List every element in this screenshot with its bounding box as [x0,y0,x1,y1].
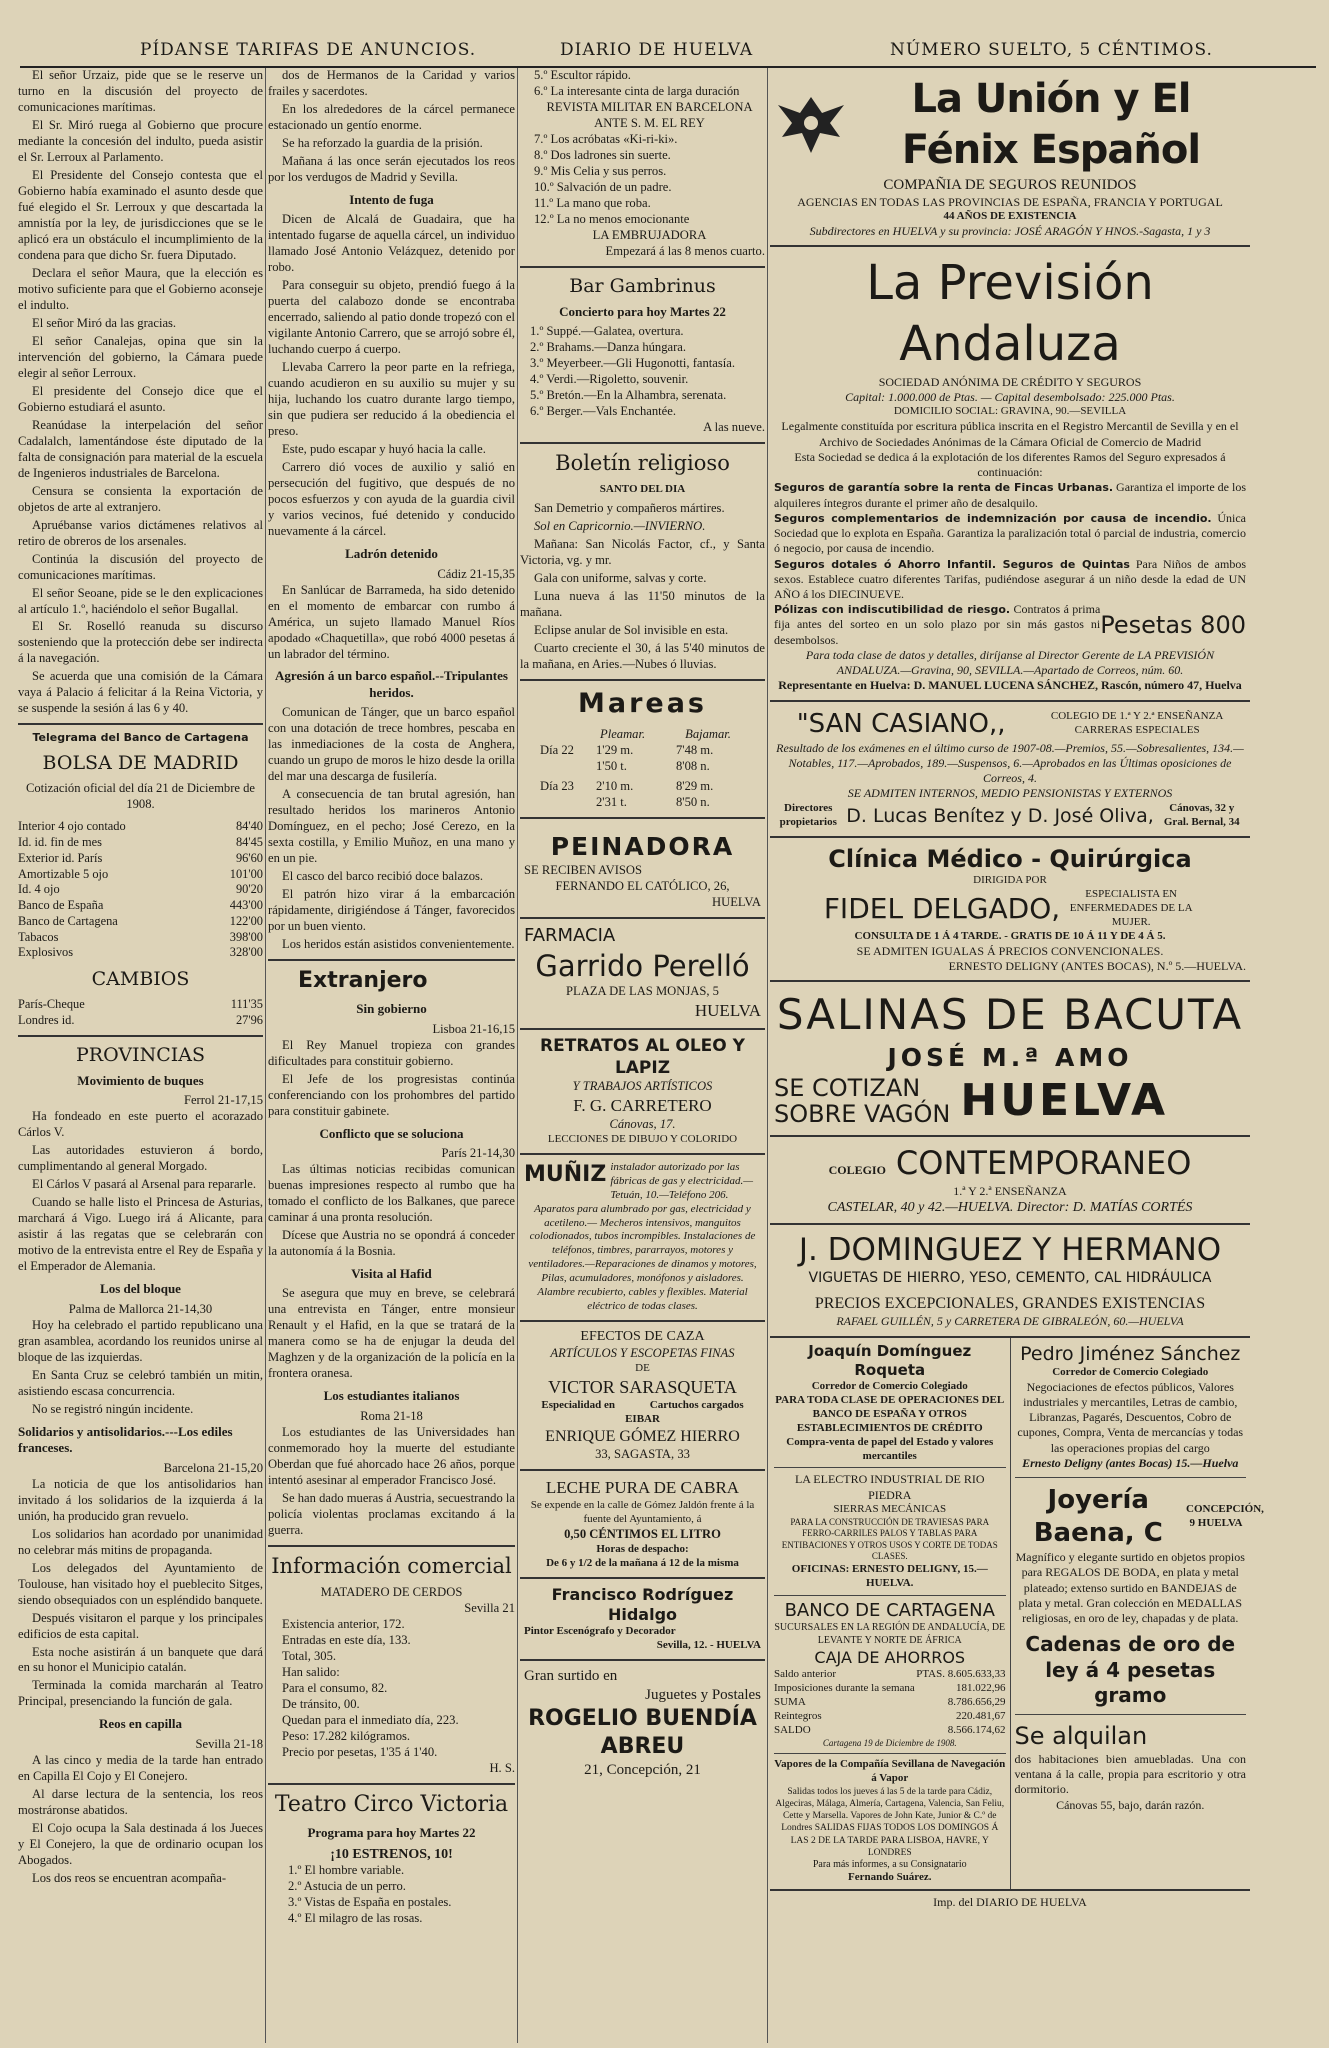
list-item: Existencia anterior, 172. [282,1617,405,1632]
paragraph: El Cárlos V pasará al Arsenal para repararle. [32,1177,257,1192]
divider [18,723,263,725]
paragraph: El señor Miró da las gracias. [32,315,177,330]
list-item: Precio por pesetas, 1'35 á 1'40. [282,1745,438,1760]
paragraph: El señor Seoane, pide se le den explicaciones al artículo 1.º, haciéndolo el señor Bugallal. [18,585,263,616]
seguro-item: Seguros de garantía sobre la renta de Fincas Urbanas. Garantiza el importe de los alquileres íntegros durante el primer año de desalquilo. [774,480,1246,510]
section-title: Agresión á un barco español.--Tripulantes heridos. [275,668,508,700]
dateline: Palma de Mallorca 21-14,30 [68,1301,213,1316]
caja-table [774,1668,1006,1738]
column-rule [767,68,768,2043]
seguro-item: Seguros dotales ó Ahorro Infantil. Seguros de Quintas Para Niños de ambos sexos. Establece cuatro diferentes Tarifas, pudiéndose asegurar á un niño desde la edad de UN AÑO á los DIECINUEVE. [774,556,1246,601]
paragraph: Mañana á las once serán ejecutados los reos por los verdugos de Madrid y Sevilla. [268,153,515,184]
list-item: 10.º Salvación de un padre. [534,179,672,194]
tide-table [520,743,765,811]
paragraph: Ha fondeado en este puerto el acorazado Cárlos V. [18,1109,263,1140]
paragraph: Esta noche asistirán á un banquete que dará en su honor el Municipio catalán. [18,1644,263,1675]
seguro-item: Seguros complementarios de indemnización por causa de incendio. Única Sociedad que lo explota en España. Garantiza la paralización total ó parcial de industria, comercio ó negocio, por causa de incendio. [774,510,1246,556]
paragraph: Reanúdase la interpelación del señor Cadalalch, lamentándose éste diputado de la falta de consignación para material de la escuela de Ingenieros industriales de Barcelona. [18,417,263,480]
bolsa-heading: BOLSA DE MADRID [42,752,239,775]
prevision-title: La Previsión Andaluza [866,255,1154,373]
paragraph: Los estudiantes de las Universidades han conmemorado hoy la muerte del estudiante Oberdan que fué ahorcado hace 26 años, porque intentó asesinar al emperador Francisco José. [268,1424,515,1487]
paragraph: En Santa Cruz se celebró también un mitin, asistiendo escasa concurrencia. [18,1367,263,1398]
tide-low: 8'29 m. 8'50 n. [676,779,714,810]
santo-heading: SANTO DEL DIA [599,482,686,495]
list-item: 4.º Verdi.—Rigoletto, souvenir. [530,372,689,387]
dateline: Lisboa 21-16,15 [432,1021,515,1036]
list-item: 6.º Berger.—Vals Enchantée. [530,404,677,419]
ad-prevision: La Previsión Andaluza SOCIEDAD ANÓNIMA DE CRÉDITO Y SEGUROS Capital: 1.000.000 de Ptas. — Capital desembolsado: 225.000 Ptas. DOMICILIO SOCIAL: GRAVINA, 90.—SEVILLA Legalmente constituída por escritura pública inscrita en el Registro Mercantil de Sevilla y en el Archivo de Sociedades Anónimas de la Cámara Oficial de Comercio de Madrid Esta Sociedad se dedica á la explotación de los diferentes Ramos del Seguro expresados á continuación: Seguros de garantía sobre la renta de Fincas Urbanas. Garantiza el importe de los alquileres íntegros durante el primer año de desalquilo. Seguros complementarios de indemnización por causa de incendio. Única Sociedad que lo explota en España. Garantiza la paralización total ó parcial de industria, comercio ó negocio, por causa de incendio. Seguros dotales ó Ahorro Infantil. Seguros de Quintas Para Niños de ambos sexos. Establece cuatro diferentes Tarifas, pudiéndose asegurar á un niño desde la edad de UN AÑO á los DIECINUEVE. Pólizas con indiscutibilidad de riesgo. Contratos á prima fija antes del sorteo en un solo plazo por sin más gastos ni desembolsos. Pesetas 800 Para toda clase de datos y detalles, diríjanse al Director Gerente de LA PREVISIÓN ANDALUZA.—Gravina, 90, SEVILLA.—Apartado de Correos, núm. 60. Representante en Huelva: D. MANUEL LUCENA SÁNCHEZ, Rascón, número 47, Huelva [770,247,1250,702]
mareas-heading: Mareas [577,687,707,719]
dateline: París 21-14,30 [441,1146,515,1161]
list-item: 8.º Dos ladrones sin suerte. [534,147,671,162]
boletin-heading: Boletín religioso [555,451,730,476]
start-time: Empezará á las 8 menos cuarto. [605,243,765,258]
list-item: 6.º La interesante cinta de larga duración [534,83,740,98]
list-item: Entradas en este día, 133. [282,1633,411,1648]
list-item: 1.º Suppé.—Galatea, overtura. [530,324,684,339]
list-item: 5.º Bretón.—En la Alhambra, serenata. [530,388,727,403]
ad-farmacia: FARMACIA Garrido Perelló PLAZA DE LAS MONJAS, 5 HUELVA [520,919,765,1030]
info-comercial-heading: Información comercial [271,1553,512,1578]
estrenos-label: ¡10 ESTRENOS, 10! [330,1846,453,1862]
stock-row: Id. 4 ojo 90'20 [18,882,263,897]
ad-san-casiano: "SAN CASIANO,, COLEGIO DE 1.ª Y 2.ª ENSEÑANZA CARRERAS ESPECIALES Resultado de los exámenes en el último curso de 1907-08.—Premios, 55.—Sobresalientes, 134.—Notables, 117.—Aprobados, 189.—Suspensos, 6.—Aprobados en las Últimas oposiciones de Correos, 4. SE ADMITEN INTERNOS, MEDIO PENSIONISTAS Y EXTERNOS Directores propietarios D. Lucas Benítez y D. José Oliva, Cánovas, 32 y Gral. Bernal, 34 [770,702,1250,838]
ad-muniz: MUÑIZ instalador autorizado por las fábricas de gas y electricidad.—Tetuán, 10.—Teléfono 206. Aparatos para alumbrado por gas, electricidad y acetileno.— Mecheros intensivos, manguitos colodionados, tubos incrompibles. Instalaciones de teléfonos, timbres, pararrayos, motores y ventiladores.—Reparaciones de dinamos y motores, Pilas, acumuladores, monófonos y aisladores. Alambre recubierto, cables y flexibles. Material eléctrico de todas clases. [520,1155,765,1323]
ad-salinas: SALINAS DE BACUTA JOSÉ M.ª AMO SE COTIZAN SOBRE VAGÓN HUELVA [770,982,1250,1137]
header-center: DIARIO DE HUELVA [560,40,754,60]
list-item: 4.º El milagro de las rosas. [288,1911,423,1926]
list-item: Peso: 17.282 kilógramos. [282,1729,411,1744]
column-4-ads [770,68,1264,2043]
ad-dominguez: J. DOMINGUEZ Y HERMANO VIGUETAS DE HIERRO, YESO, CEMENTO, CAL HIDRÁULICA PRECIOS EXCEPCIONALES, GRANDES EXISTENCIAS RAFAEL GUILLÉN, 5 y CARRETERA DE GIBRALEÓN, 60.—HUELVA [770,1225,1250,1338]
ads-two-column [770,1338,1264,1892]
paragraph: Los delegados del Ayuntamiento de Toulouse, han visitado hoy el pueblecito Sitges, siendo obsequiados con un espléndido banquete. [18,1560,263,1607]
section-title: Reos en capilla [98,1716,183,1732]
paragraph: Al darse lectura de la sentencia, los reos mostráronse abatidos. [18,1786,263,1817]
paragraph: Continúa la discusión del proyecto de comunicaciones marítimas. [18,551,263,582]
stock-row: Amortizable 5 ojo 101'00 [18,866,263,881]
section-title: Los estudiantes italianos [323,1388,460,1404]
union-title: La Unión y El Fénix Español [901,76,1201,173]
concert-time: A las nueve. [703,420,765,435]
parliament-article [18,68,263,717]
paragraph: Los heridos están asistidos convenientemente. [282,937,515,952]
concert-list [520,324,765,420]
paragraph: Luna nueva á las 11'50 minutos de la mañana. [520,588,765,619]
list-item: De tránsito, 00. [282,1697,360,1712]
stock-row: Tabacos 398'00 [18,929,263,944]
stock-row: Id. id. fin de mes 84'45 [18,835,263,850]
stock-row: Explosivos 328'00 [18,945,263,960]
provincias-heading: PROVINCIAS [76,1043,205,1066]
header-right: NÚMERO SUELTO, 5 CÉNTIMOS. [890,40,1213,60]
ad-vapores: Vapores de la Compañía Sevillana de Navegación á Vapor Salidas todos los jueves á las 5 de la tarde para Cádiz, Algeciras, Málaga, Almería, Cartagena, Valencia, San Feliu, Cette y Marsella. Vapores de John Kate, Junior & C.º de Londres SALIDAS FIJAS TODOS LOS DOMINGOS Á LAS 2 DE LA TARDE PARA LISBOA, HAVRE, Y LONDRES Para más informes, a su Consignatario Fernando Suárez. [774,1753,1006,1885]
list-item: LA EMBRUJADORA [592,227,707,242]
paragraph: En Sanlúcar de Barrameda, ha sido detenido en el momento de embarcar con rumbo á América, un sujeto llamado Manuel Ríos apodado «Chaquetilla», que robó 4000 pesetas á un labrador del término. [268,582,515,661]
paragraph: No se registró ningún incidente. [32,1401,194,1416]
masthead [20,30,1316,68]
tide-day: Día 22 [540,743,574,758]
ad-pedro: Pedro Jiménez Sánchez Corredor de Comercio Colegiado Negociaciones de efectos públicos, Valores industriales y mercantiles, Letras de cambio, Libranzas, Pagarés, Descuentos, Cobro de cupones, Compra, Venta de mercancías y todas las operaciones propias del cargo Ernesto Deligny (antes Bocas) 15.—Huelva [1017,1342,1244,1470]
stock-row: Banco de Cartagena 122'00 [18,913,263,928]
paragraph: Este, pudo escapar y huyó hacia la calle. [282,442,486,457]
section-title: Sin gobierno [356,1001,427,1017]
paragraph: Hoy ha celebrado el partido republicano una gran asamblea, acordando los reunidos unirse al bloque de las izquierdas. [18,1317,263,1364]
seguro-item: Pólizas con indiscutibilidad de riesgo. Contratos á prima fija antes del sorteo en un solo plazo por sin más gastos ni desembolsos. Pesetas 800 [774,602,1246,647]
programa-heading: Programa para hoy Martes 22 [307,1825,476,1841]
paragraph: dos de Hermanos de la Caridad y varios frailes y sacerdotes. [268,68,515,98]
paragraph: Mañana: San Nicolás Factor, cf., y Santa Victoria, vg. y mr. [520,536,765,567]
ad-retratos: RETRATOS AL OLEO Y LAPIZ Y TRABAJOS ARTÍSTICOS F. G. CARRETERO Cánovas, 17. LECCIONES DE DIBUJO Y COLORIDO [520,1030,765,1155]
caja-row: Reintegros 220.481,67 [774,1709,1006,1722]
section-title: Solidarios y antisolidarios.---Los ediles franceses. [18,1423,233,1456]
paragraph: Las autoridades estuvieron á bordo, cumplimentando al general Morgado. [18,1143,263,1174]
tide-low: 7'48 m. 8'08 n. [676,743,714,774]
list-item: 3.º Meyerbeer.—Gli Hugonotti, fantasía. [530,356,736,371]
dateline: Cádiz 21-15,35 [437,566,515,581]
list-item: 1.º El hombre variable. [288,1863,405,1878]
paragraph: La noticia de que los antisolidarios han invitado á los solidarios de la izquierda á la unión, ha producido gran revuelo. [18,1476,263,1523]
caja-row: Saldo anterior PTAS. 8.605.633,33 [774,1668,1006,1681]
column-2 [268,68,515,2043]
list-item: 12.º La no menos emocionante [534,211,690,226]
concierto-heading: Concierto para hoy Martes 22 [559,303,726,319]
paragraph: A las cinco y media de la tarde han entrado en Capilla El Cojo y El Conejero. [18,1752,263,1783]
exchange-row: Londres id. 27'96 [18,1013,263,1028]
paragraph: El señor Canalejas, opina que sin la intervención del gobierno, la Cámara puede elegir al señor Lerroux. [18,333,263,380]
ads-left [770,1338,1010,1890]
cambios-heading: CAMBIOS [91,968,190,991]
paragraph: San Demetrio y compañeros mártires. [534,500,725,515]
paragraph: El casco del barco recibió doce balazos. [282,869,484,884]
ads-right [1010,1338,1264,1890]
divider [520,679,765,681]
dateline: Barcelona 21-15,20 [163,1460,263,1475]
cotizacion-note: Cotización oficial del día 21 de Diciembre de 1908. [25,781,256,812]
paragraph: El Rey Manuel tropieza con grandes dificultades para constituir gobierno. [268,1037,515,1068]
ad-banco-cartagena: BANCO DE CARTAGENA SUCURSALES EN LA REGIÓN DE ANDALUCÍA, DE LEVANTE Y NORTE DE ÁFRICA CAJA DE AHORROS Saldo anterior PTAS. 8.605.633,33 Imposiciones durante la semana 181.022,96 SUMA 8.786.656,29 Reintegros 220.481,67 SALDO 8.566.174,62 Cartagena 19 de Diciembre de 1908. [774,1595,1006,1750]
list-item: Para el consumo, 82. [282,1681,388,1696]
dateline: Ferrol 21-17,15 [183,1093,263,1108]
paragraph: El señor Urzaiz, pide que se le reserve un turno en la discusión del proyecto de comunicaciones marítimas. [18,68,263,114]
paragraph: Censura se consienta la exportación de objetos de arte al extranjero. [18,483,263,514]
list-item: Han salido: [282,1665,340,1680]
dateline: Roma 21-18 [360,1408,423,1423]
list-item: 3.º Vistas de España en postales. [288,1895,452,1910]
caja-row: Imposiciones durante la semana 181.022,96 [774,1682,1006,1695]
paragraph: Carrero dió voces de auxilio y salió en persecución del fugitivo, que después de no pocos esfuerzos y con ayuda de la guardia civil y varios vecinos, fué detenido y conducido nuevamente á la cárcel. [268,460,515,539]
paragraph: Cuando se halle listo el Princesa de Asturias, marchará á Vigo. Luego irá á Alicante, para asistir á las regatas que se celebrarán con motivo de la entrevista entre el Rey de España y el Emperador de Alemania. [18,1195,263,1274]
paragraph: Gala con uniforme, salvas y corte. [534,570,707,585]
paragraph: Comunican de Tánger, que un barco español con una dotación de trece hombres, pescaba en las inmediaciones de la costa de Anghera, cuando un grupo de moros le hizo desde la orilla del mar una descarga de fusilería. [268,705,515,784]
ad-joyeria: Joyería Baena, C CONCEPCIÓN, 9 HUELVA Magnífico y elegante surtido en objetos propios para REGALOS DE BODA, en plata y metal plateado; extenso surtido en BANDEJAS de plata y metal. Gran colección en MEDALLAS religiosas, en oro de ley, chapadas y de plata. Cadenas de oro de ley á 4 pesetas gramo [1015,1477,1247,1708]
paragraph: Se asegura que muy en breve, se celebrará una entrevista en Tánger, entre monsieur Renault y el Hafid, en la que se tratará de la manera como se ha de enjugar la deuda del Maghzen y de la organización de la policía en la frontera oranesa. [268,1286,515,1381]
paragraph: Las últimas noticias recibidas comunican buenas impresiones respecto al rumbo que ha tomado el conflicto de los Balkanes, que parece caminar á una pronta resolución. [268,1162,515,1225]
stock-table [18,819,263,961]
dateline: Sevilla 21 [464,1601,515,1616]
paragraph: El presidente del Consejo dice que el Gobierno estudiará el asunto. [18,383,263,414]
list-item: 5.º Escultor rápido. [534,68,631,82]
ad-rogelio: Gran surtido en Juguetes y Postales ROGELIO BUENDÍA ABREU 21, Concepción, 21 [524,1668,761,1779]
dateline: Sevilla 21-18 [195,1736,263,1751]
tide-headers: Pleamar. Bajamar. [600,727,731,742]
ad-peinadora: PEINADORA SE RECIBEN AVISOS FERNANDO EL CATÓLICO, 26, HUELVA [520,825,765,919]
caja-row: SUMA 8.786.656,29 [774,1696,1006,1709]
paragraph: Sol en Capricornio.—INVIERNO. [534,518,706,533]
paragraph: Se acuerda que una comisión de la Cámara vaya á Palacio á felicitar á la Reina Victoria, y se suspende la sesión á las 6 y 40. [18,669,263,716]
column-3 [520,68,765,2043]
list-item: 2.º Astucia de un perro. [288,1879,406,1894]
paragraph: El Presidente del Consejo contesta que el Gobierno había examinado el asunto desde que fué elegido el Sr. Lerroux y que descartada la amnistía por la ley, de jurisdicciones que se le aplicó era un obstáculo el incumplimiento de la condena para que dicho Sr. fuera Diputado. [18,167,263,262]
paragraph: El Cojo ocupa la Sala destinada á los Jueces y El Conejero, la que de ordinario ocupan los Abogados. [18,1820,263,1867]
stock-row: Banco de España 443'00 [18,898,263,913]
divider [18,1035,263,1037]
header-left: PÍDANSE TARIFAS DE ANUNCIOS. [140,40,477,60]
ad-electro: LA ELECTRO INDUSTRIAL DE RIO PIEDRA SIERRAS MECÁNICAS PARA LA CONSTRUCCIÓN DE TRAVIESAS PARA FERRO-CARRILES PALOS Y TABLAS PARA ENTIBACIONES Y OTROS USOS Y CORTE DE TODAS CLASES. OFICINAS: ERNESTO DELIGNY, 15.—HUELVA. [774,1467,1006,1590]
ad-leche: LECHE PURA DE CABRA Se expende en la calle de Gómez Jaldón frente á la fuente del Ayuntamiento, á 0,50 CÉNTIMOS EL LITRO Horas de despacho: De 6 y 1/2 de la mañana á 12 de la misma [520,1471,765,1578]
paragraph: A consecuencia de tan brutal agresión, han resultado heridos los marineros Antonio Domínguez, en el pecho; José Cerezo, en la sexta costilla, y Emilio Muñoz, en una mano y en un pie. [268,787,515,866]
ad-alquilan: Se alquilan dos habitaciones bien amuebladas. Una con ventana á la calle, propia para escritorio y otra dormitorio. Cánovas 55, bajo, darán razón. [1015,1714,1247,1812]
paragraph: Después visitaron el parque y los principales edificios de esta capital. [18,1610,263,1641]
ad-clinica: Clínica Médico - Quirúrgica DIRIGIDA POR FIDEL DELGADO, ESPECIALISTA EN ENFERMEDADES DE LA MUJER. CONSULTA DE 1 Á 4 TARDE. - GRATIS DE 10 Á 11 Y DE 4 Á 5. SE ADMITEN IGUALAS Á PRECIOS CONVENCIONALES. ERNESTO DELIGNY (ANTES BOCAS), N.º 5.—HUELVA. [770,838,1250,983]
paragraph: Se ha reforzado la guardia de la prisión. [282,135,483,150]
paragraph: El patrón hizo virar á la embarcación rápidamente, dirigiéndose á Tánger, favorecidos por un buen viento. [268,887,515,934]
list-item: 9.º Mis Celia y sus perros. [534,163,667,178]
paragraph: Para conseguir su objeto, prendió fuego á la puerta del calabozo donde se encontraba encerrado, saliendo al patio donde tropezó con el vigilante Antonio Carrero, que se arrojó sobre él, luchando cuerpo á cuerpo. [268,278,515,357]
divider [268,959,515,961]
paragraph: En los alrededores de la cárcel permanece estacionado un gentío enorme. [268,101,515,132]
paragraph: Terminada la comida marcharán al Teatro Principal, presenciando la función de gala. [18,1678,263,1709]
phoenix-icon [774,93,848,157]
extranjero-heading: Extranjero [298,968,428,994]
list-item: Total, 305. [282,1649,337,1664]
matadero-heading: MATADERO DE CERDOS [320,1585,463,1600]
paragraph: Apruébanse varios dictámenes relativos al retiro de obreros de los arsenales. [18,517,263,548]
paragraph: Declara el señor Maura, que la elección es motivo suficiente para que el Gobierno aconseje el indulto. [18,265,263,312]
list-item: Quedan para el inmediato día, 223. [282,1713,459,1728]
signature: H. S. [489,1761,515,1776]
divider [520,442,765,444]
section-title: Movimiento de buques [77,1072,204,1088]
telegrama-heading: Telegrama del Banco de Cartagena [32,731,249,745]
ad-contemporaneo: COLEGIO CONTEMPORANEO 1.ª Y 2.ª ENSEÑANZA CASTELAR, 40 y 42.—HUELVA. Director: D. MATÍAS CORTÉS [770,1137,1250,1225]
list-item: REVISTA MILITAR EN BARCELONA ANTE S. M. EL REY [546,99,753,130]
list-item: 2.º Brahams.—Danza húngara. [530,340,687,355]
program-list-cont [520,68,765,244]
paragraph: Dicen de Alcalá de Guadaira, que ha intentado fugarse de aquella cárcel, un individuo llamado José Antonio Velázquez, detenido por robo. [268,212,515,275]
section-title: Intento de fuga [349,191,434,207]
paragraph: Los solidarios han acordado por unanimidad no celebrar más mitins de propaganda. [18,1526,263,1557]
section-title: Conflicto que se soluciona [319,1125,464,1141]
tide-high: 1'29 m. 1'50 t. [596,743,634,774]
caja-row: SALDO 8.566.174,62 [774,1723,1006,1736]
printer-imprint: Imp. del DIARIO DE HUELVA [933,1895,1087,1910]
section-title: Ladrón detenido [345,546,438,562]
divider [268,1545,515,1547]
section-title: Visita al Hafid [351,1265,432,1281]
paragraph: Cuarto creciente el 30, á las 5'40 minutos de la mañana, en Aries.—Nubes ó lluvias. [520,640,765,671]
section-title: Los del bloque [100,1281,181,1297]
matadero-list [268,1617,515,1761]
paragraph: Dícese que Austria no se opondrá á conceder la autonomía á la Bosnia. [268,1228,515,1258]
paragraph: El Sr. Miró ruega al Gobierno que procure mediante la concesión del indulto, pueda asistir el Sr. Lerroux al Parlamento. [18,117,263,164]
tide-high: 2'10 m. 2'31 t. [596,779,634,810]
paragraph: Se han dado mueras á Austria, secuestrando la policía violentas proclamas excitando á la guerra. [268,1490,515,1537]
paragraph: Llevaba Carrero la peor parte en la refriega, cuando acudieron en su auxilio su mujer y su hija, luchando los cuatro durante largo tiempo, sin que pudiera ser reducido á la obediencia el preso. [268,360,515,439]
ad-union-fenix: La Unión y El Fénix Español COMPAÑIA DE SEGUROS REUNIDOS AGENCIAS EN TODAS LAS PROVINCIAS DE ESPAÑA, FRANCIA Y PORTUGAL 44 AÑOS DE EXISTENCIA Subdirectores en HUELVA y su provincia: JOSÉ ARAGÓN Y HNOS.-Sagasta, 1 y 3 [770,68,1250,247]
exchange-row: París-Cheque 111'35 [18,997,263,1012]
divider [520,817,765,819]
stock-row: Exterior id. París 96'60 [18,850,263,865]
divider [520,266,765,268]
paragraph: Los dos reos se encuentran acompaña- [32,1870,227,1885]
list-item: 7.º Los acróbatas «Ki-ri-ki». [534,131,678,146]
bar-heading: Bar Gambrinus [569,274,716,297]
paragraph: El Jefe de los progresistas continúa conferenciando con los prohombres del partido para constituir gabinete. [268,1071,515,1118]
paragraph: El Sr. Roselló reanuda su discurso sosteniendo que la protección debe ser indirecta á la navegación. [18,619,263,666]
exchange-table [18,997,263,1029]
list-item: 11.º La mano que roba. [534,195,651,210]
column-1 [18,68,263,2043]
paragraph: Eclipse anular de Sol invisible en esta. [534,622,729,637]
teatro-heading: Teatro Circo Victoria [274,1792,509,1818]
column-rule [265,68,266,2043]
ad-joaquin: Joaquín Domínguez Roqueta Corredor de Comercio Colegiado PARA TODA CLASE DE OPERACIONES DEL BANCO DE ESPAÑA Y OTROS ESTABLECIMIENTOS DE CRÉDITO Compra-venta de papel del Estado y valores mercantiles [775,1341,1005,1462]
program-list [268,1863,515,1927]
ad-efectos-caza: EFECTOS DE CAZA ARTÍCULOS Y ESCOPETAS FINAS DE VICTOR SARASQUETA Especialidad en Cartuchos cargados EIBAR ENRIQUE GÓMEZ HIERRO 33, SAGASTA, 33 [520,1322,765,1471]
stock-row: Interior 4 ojo contado 84'40 [18,819,263,834]
tide-day: Día 23 [540,779,574,794]
column-rule [517,68,518,2043]
ad-francisco: Francisco Rodríguez Hidalgo Pintor Escenógrafo y Decorador Sevilla, 12. - HUELVA [520,1579,765,1662]
divider [268,1783,515,1785]
